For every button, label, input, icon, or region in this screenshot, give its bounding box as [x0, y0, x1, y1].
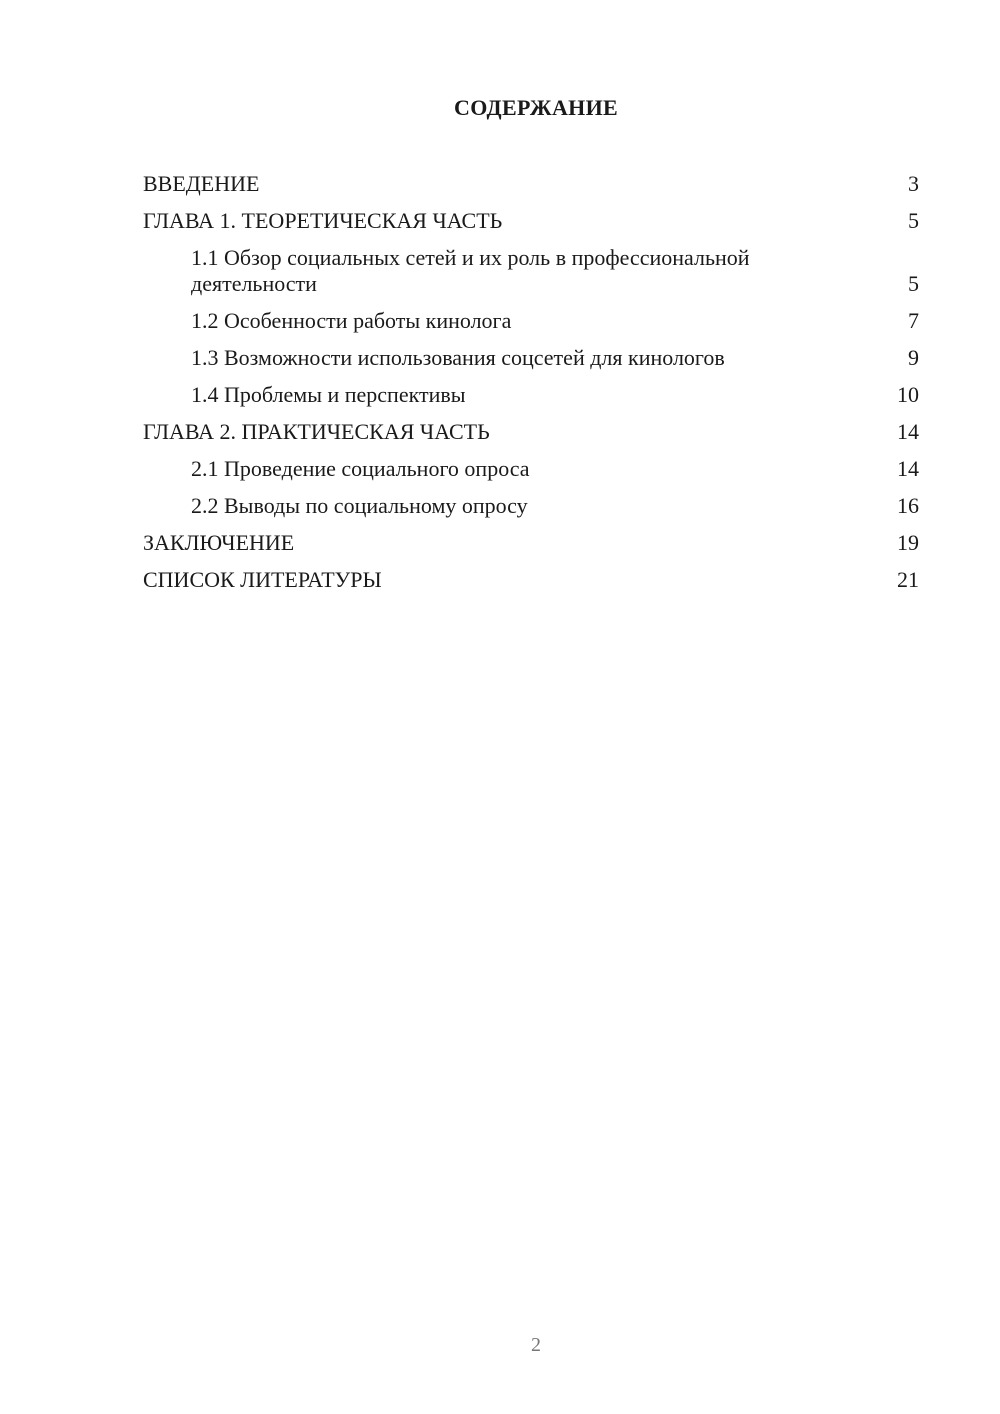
- toc-entry-page: 10: [897, 382, 919, 407]
- toc-entry-title: 1.4 Проблемы и перспективы: [191, 382, 466, 407]
- toc-entry[interactable]: [143, 567, 919, 593]
- toc-entry-title: ЗАКЛЮЧЕНИЕ: [143, 530, 295, 555]
- toc-entry[interactable]: [143, 171, 919, 197]
- toc-entry-title: 1.3 Возможности использования соцсетей для кинологов: [191, 345, 725, 370]
- toc-entry-title: 1.2 Особенности работы кинолога: [191, 308, 512, 333]
- toc-entry-page: 7: [908, 308, 919, 333]
- table-of-contents: [143, 171, 919, 604]
- page-number: 2: [531, 1334, 541, 1356]
- page-title: СОДЕРЖАНИЕ: [454, 95, 618, 120]
- toc-entry-page: 21: [897, 567, 919, 592]
- toc-entry-page: 3: [908, 171, 919, 196]
- toc-entry-title: ГЛАВА 1. ТЕОРЕТИЧЕСКАЯ ЧАСТЬ: [143, 208, 503, 233]
- toc-entry[interactable]: [143, 456, 919, 482]
- toc-entry-title: 2.1 Проведение социального опроса: [191, 456, 530, 481]
- toc-entry-page: 5: [908, 208, 919, 233]
- toc-entry-title: ГЛАВА 2. ПРАКТИЧЕСКАЯ ЧАСТЬ: [143, 419, 490, 444]
- toc-entry-page: 5: [908, 271, 919, 296]
- toc-entry[interactable]: [143, 345, 919, 371]
- toc-entry-page: 9: [908, 345, 919, 370]
- toc-entry[interactable]: [143, 208, 919, 234]
- toc-entry-title: 1.1 Обзор социальных сетей и их роль в профессиональной деятельности: [191, 245, 750, 296]
- toc-entry[interactable]: [143, 308, 919, 334]
- toc-entry-title: 2.2 Выводы по социальному опросу: [191, 493, 528, 518]
- toc-entry[interactable]: [143, 245, 919, 297]
- toc-entry-title: СПИСОК ЛИТЕРАТУРЫ: [143, 567, 382, 592]
- toc-entry-page: 14: [897, 419, 919, 444]
- toc-entry-title: ВВЕДЕНИЕ: [143, 171, 260, 196]
- toc-entry-page: 14: [897, 456, 919, 481]
- toc-entry-page: 16: [897, 493, 919, 518]
- toc-entry[interactable]: [143, 419, 919, 445]
- toc-entry[interactable]: [143, 382, 919, 408]
- toc-entry[interactable]: [143, 493, 919, 519]
- toc-entry-page: 19: [897, 530, 919, 555]
- toc-entry[interactable]: [143, 530, 919, 556]
